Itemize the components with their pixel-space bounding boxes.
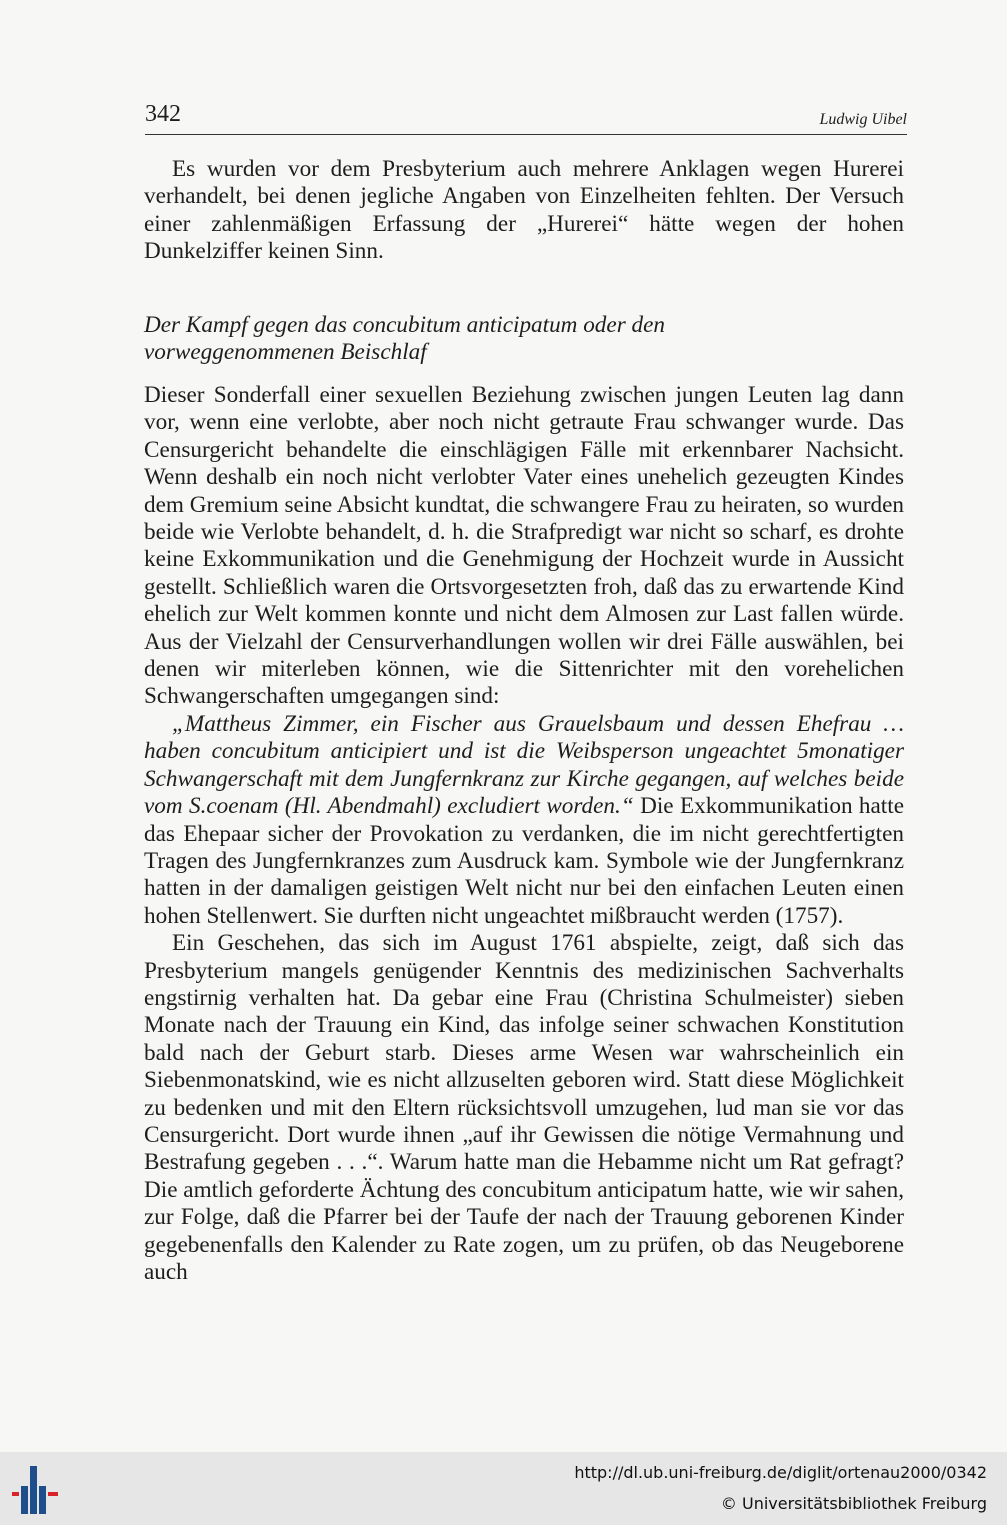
quotation: „Mattheus Zimmer, ein Fischer aus Grauelsbaum und dessen Ehefrau … haben concubitum anticipiert und ist die Weibsperson ungeachtet 5monatiger Schwangerschaft mit dem Jungfernkranz zur Kirche gegangen, auf welches beide vom S.coenam (Hl. Abendmahl) excludiert worden.“ [144,710,904,820]
paragraph-with-quote [144,711,904,930]
permalink-url[interactable]: http://dl.ub.uni-freiburg.de/diglit/ortenau2000/0342 [574,1463,987,1482]
ub-freiburg-logo-icon [12,1466,64,1514]
page-header [145,98,907,135]
paragraph-text: Die Exkommunikation hatte das Ehepaar sicher der Provokation zu verdanken, die im nicht gerechtfertigten Tragen des Jungfernkranzes zum Ausdruck kam. Symbole wie der Jungfernkranz hatten in der damaligen geistigen Welt nicht nur bei den einfachen Leuten einen hohen Stellenwert. Sie durften nicht ungeachtet mißbraucht werden (1757). [144,793,904,929]
section-heading-line: Der Kampf gegen das concubitum anticipatum oder den [144,312,665,338]
page-number: 342 [145,101,181,127]
running-head: Ludwig Uibel [819,111,907,128]
paragraph: Es wurden vor dem Presbyterium auch mehrere Anklagen wegen Hurerei verhandelt, bei denen jegliche Angaben von Einzelheiten fehlten. Der Versuch einer zahlenmäßigen Erfassung der „Hurerei“ hätte wegen der hohen Dunkelziffer keinen Sinn. [144,156,904,265]
paragraph: Dieser Sonderfall einer sexuellen Beziehung zwischen jungen Leuten lag dann vor, wenn eine verlobte, aber noch nicht getraute Frau schwanger wurde. Das Censurgericht behandelte die einschlägigen Fälle mit erkennbarer Nachsicht. Wenn deshalb ein noch nicht verlobter Vater eines unehelich gezeugten Kindes dem Gremium seine Absicht kundtat, die schwangere Frau zu heiraten, so wurden beide wie Verlobte behandelt, d. h. die Strafpredigt war nicht so scharf, es drohte keine Exkommunikation und die Genehmigung der Hochzeit wurde in Aussicht gestellt. Schließlich waren die Ortsvorgesetzten froh, daß das zu erwartende Kind ehelich zur Welt kommen konnte und nicht dem Almosen zur Last fallen würde. Aus der Vielzahl der Censurverhandlungen wollen wir drei Fälle auswählen, bei denen wir miterleben können, wie die Sittenrichter mit den vorehelichen Schwangerschaften umgegangen sind: [144,382,904,710]
copyright-notice: © Universitätsbibliothek Freiburg [720,1494,987,1513]
body-text-block-1 [144,156,904,266]
viewer-footer [0,1452,1007,1525]
section-heading [144,312,904,367]
body-text-block-2 [144,382,904,1286]
paragraph: Ein Geschehen, das sich im August 1761 abspielte, zeigt, daß sich das Presbyterium mangels genügender Kenntnis des medizinischen Sachverhalts engstirnig verhalten hat. Da gebar eine Frau (Christina Schulmeister) sieben Monate nach der Trauung ein Kind, das infolge seiner schwachen Konstitution bald nach der Geburt starb. Dieses arme Wesen war wahrscheinlich ein Siebenmonatskind, wie es nicht allzuselten geboren wird. Statt diese Möglichkeit zu bedenken und mit den Eltern rücksichtsvoll umzugehen, lud man sie vor das Censurgericht. Dort wurde ihnen „auf ihr Gewissen die nötige Vermahnung und Bestrafung gegeben . . .“. Warum hatte man die Hebamme nicht um Rat gefragt? Die amtlich geforderte Ächtung des concubitum anticipatum hatte, wie wir sahen, zur Folge, daß die Pfarrer bei der Taufe der nach der Trauung geborenen Kinder gegebenenfalls den Kalender zu Rate zogen, um zu prüfen, ob das Neugeborene auch [144,930,904,1285]
section-heading-line: vorweggenommenen Beischlaf [144,339,427,366]
